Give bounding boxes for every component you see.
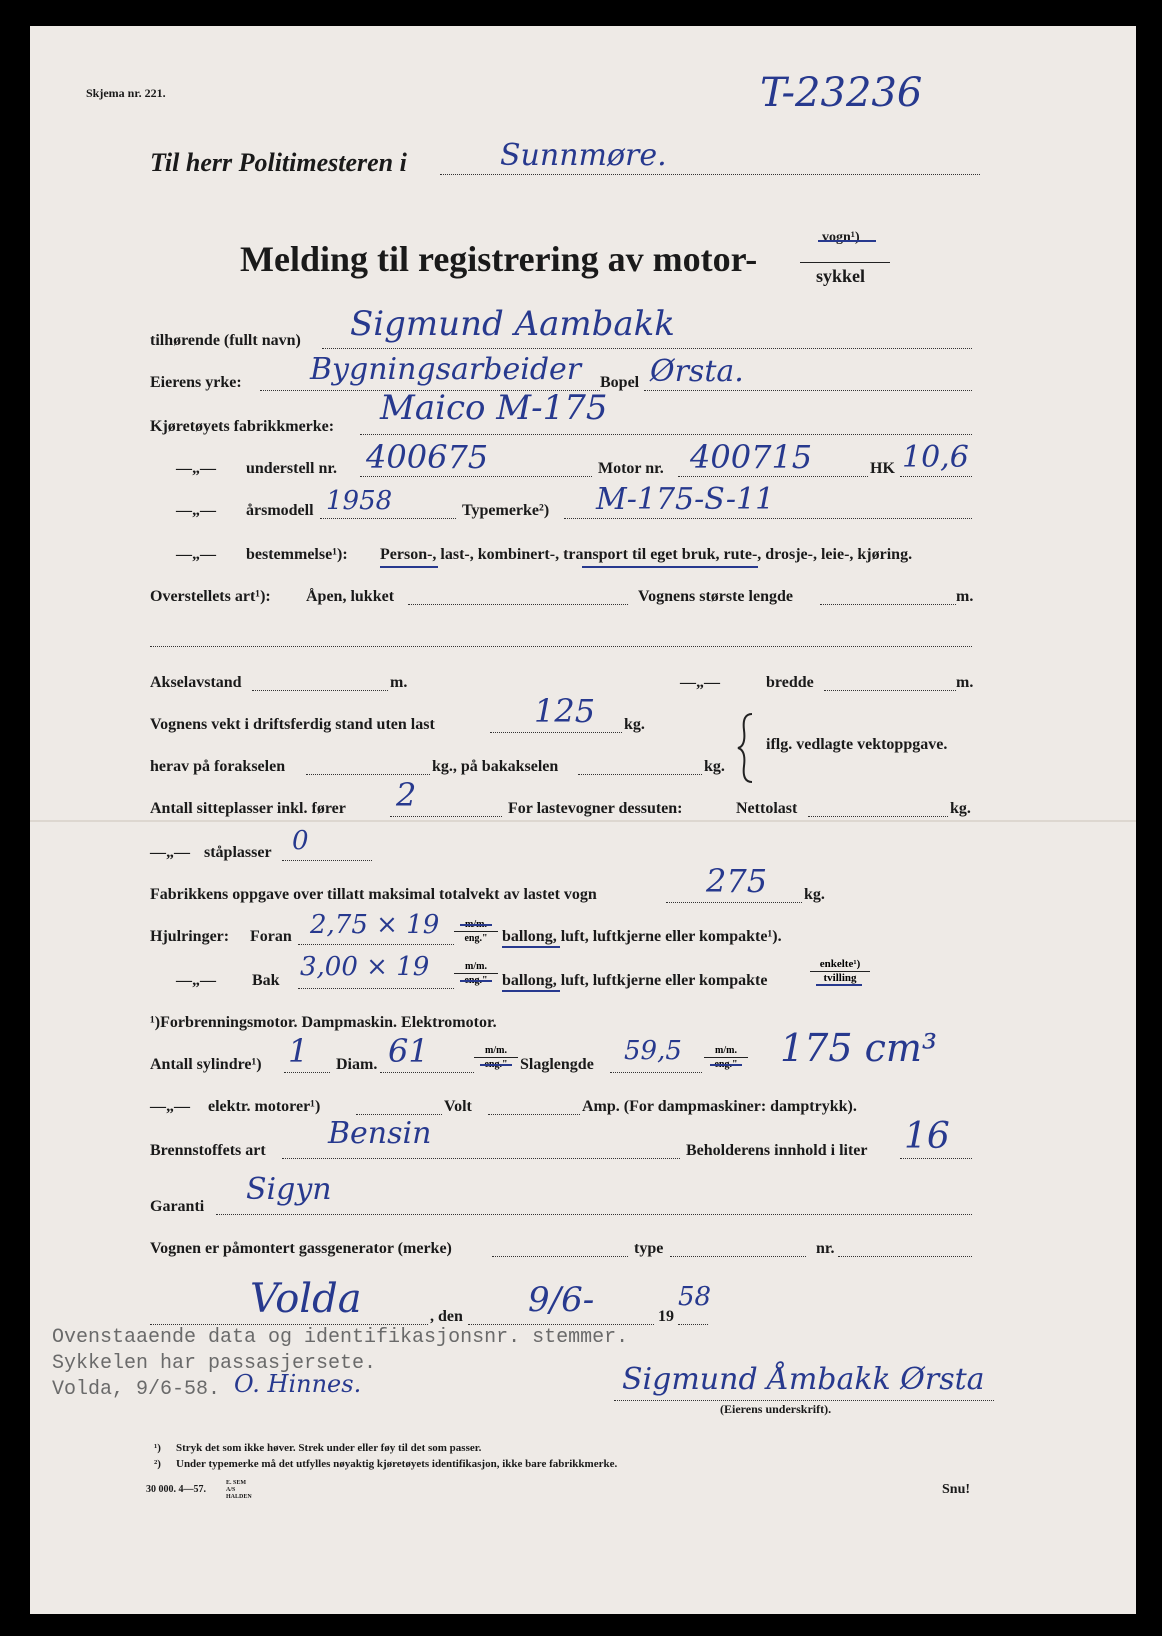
type-label: Typemerke²) (462, 502, 550, 519)
dash-marker: —„— (176, 460, 216, 477)
dash-marker: —„— (176, 972, 216, 989)
owner-value: Sigmund Aambakk (350, 304, 675, 344)
tire-types: ballong, luft, luftkjerne eller kompakte¹). (502, 928, 782, 945)
front-label: Foran (250, 928, 292, 945)
occupation-label: Eierens yrke: (150, 374, 242, 391)
net-load-label: Nettolast (736, 800, 798, 817)
diam-label: Diam. (336, 1056, 378, 1073)
seats-label: Antall sitteplasser inkl. fører (150, 800, 346, 817)
print-code: 30 000. 4—57. (146, 1484, 206, 1495)
unit-fraction: m/m. eng." (474, 1044, 518, 1071)
residence-label: Bopel (600, 374, 640, 391)
make-value: Maico M-175 (380, 388, 608, 428)
footnote-1: Stryk det som ikke høver. Strek under eller føy til det som passer. (176, 1442, 482, 1454)
dash-marker: —„— (150, 844, 190, 861)
signature-label: (Eierens underskrift). (720, 1402, 832, 1416)
fuel-value: Bensin (328, 1116, 432, 1151)
turn-over-label: Snu! (942, 1482, 971, 1497)
year-prefix: 19 (658, 1308, 674, 1325)
model-year-label: årsmodell (246, 502, 314, 519)
stamp-line-3: Volda, 9/6-58. (52, 1378, 221, 1401)
officer-signature: O. Hinnes. (234, 1370, 362, 1398)
brace-icon (736, 712, 760, 784)
purpose-options: Person-, last-, kombinert-, transport til eget bruk, rute-, drosje-, leie-, kjøring. (380, 546, 913, 563)
title-option-vogn: vogn¹) (822, 230, 860, 245)
unit-kg: kg. (704, 758, 725, 775)
volt-label: Volt (444, 1098, 472, 1115)
schema-number: Skjema nr. 221. (86, 86, 166, 100)
unit-fraction: m/m. eng." (704, 1044, 748, 1071)
footnote-1-mark: ¹) (154, 1442, 161, 1454)
unit-fraction: m/m. eng." (454, 960, 498, 987)
purpose-label: bestemmelse¹): (246, 546, 348, 563)
date-label: , den (430, 1308, 463, 1325)
gas-generator-label: Vognen er påmontert gassgenerator (merke) (150, 1240, 452, 1257)
unit-m: m. (390, 674, 408, 691)
guarantee-value: Sigyn (246, 1172, 332, 1207)
unit-kg: kg. (804, 886, 825, 903)
standing-label: ståplasser (204, 844, 272, 861)
type-label-2: type (634, 1240, 664, 1257)
max-weight-value: 275 (706, 862, 768, 900)
year-value: 58 (678, 1282, 712, 1312)
front-tire-value: 2,75 × 19 (310, 910, 440, 940)
footnote-2: Under typemerke må det utfylles nøyaktig kjøretøyets identifikasjon, ikke bare fabrikkmerke. (176, 1458, 618, 1470)
standing-value: 0 (292, 826, 309, 856)
rear-tire-value: 3,00 × 19 (300, 952, 430, 982)
amp-label: Amp. (For dampmaskiner: damptrykk). (582, 1098, 857, 1115)
residence-value: Ørsta. (650, 354, 744, 389)
chassis-label: understell nr. (246, 460, 337, 477)
model-year-value: 1958 (326, 486, 393, 516)
chassis-value: 400675 (366, 438, 489, 476)
guarantee-label: Garanti (150, 1198, 205, 1215)
unit-kg: kg. (950, 800, 971, 817)
dash-marker: —„— (176, 546, 216, 563)
tank-value: 16 (904, 1116, 950, 1157)
form-title: Melding til registrering av motor- (240, 239, 758, 279)
cargo-label: For lastevogner dessuten: (508, 800, 683, 817)
stroke-label: Slaglengde (520, 1056, 594, 1073)
body-type-label: Overstellets art¹): (150, 588, 271, 605)
footnote-2-mark: ²) (154, 1458, 161, 1470)
weight-note: iflg. vedlagte vektoppgave. (766, 736, 948, 753)
weight-value: 125 (534, 692, 596, 730)
cylinders-value: 1 (288, 1032, 309, 1070)
nr-label: nr. (816, 1240, 835, 1257)
title-option-sykkel: sykkel (816, 266, 866, 286)
weight-label: Vognens vekt i driftsferdig stand uten last (150, 716, 435, 733)
stroke-value: 59,5 (624, 1036, 682, 1066)
dash-marker: —„— (680, 674, 720, 691)
occupation-value: Bygningsarbeider (310, 352, 582, 387)
tires-label: Hjulringer: (150, 928, 230, 945)
engine-types: ¹)Forbrenningsmotor. Dampmaskin. Elektromotor. (150, 1014, 497, 1031)
rear-label: Bak (252, 972, 280, 989)
wheelbase-label: Akselavstand (150, 674, 242, 691)
type-value: M-175-S-11 (596, 482, 775, 517)
hk-label: HK (870, 460, 895, 477)
single-twin-fraction: enkelte¹) tvilling (810, 958, 870, 985)
tire-types-rear: ballong, luft, luftkjerne eller kompakte (502, 972, 768, 989)
form-sheet (30, 26, 1136, 1614)
width-label: bredde (766, 674, 814, 691)
max-length-label: Vognens største lengde (638, 588, 793, 605)
diam-value: 61 (388, 1032, 429, 1070)
rear-axle-label: kg., på bakakselen (432, 758, 559, 775)
owner-signature: Sigmund Åmbakk Ørsta (622, 1362, 985, 1397)
stamp-line-2: Sykkelen har passasjersete. (52, 1352, 377, 1375)
date-value: 9/6- (528, 1280, 595, 1320)
printer-name: E. SEM A/S HALDEN (226, 1480, 252, 1500)
stamp-line-1: Ovenstaaende data og identifikasjonsnr. stemmer. (52, 1326, 629, 1349)
fuel-label: Brennstoffets art (150, 1142, 266, 1159)
seats-value: 2 (396, 776, 417, 814)
unit-fraction: m/m. eng." (454, 918, 498, 945)
dash-marker: —„— (176, 502, 216, 519)
owner-label: tilhørende (fullt navn) (150, 332, 301, 349)
max-weight-label: Fabrikkens oppgave over tillatt maksimal totalvekt av lastet vogn (150, 886, 597, 903)
unit-kg: kg. (624, 716, 645, 733)
cylinders-label: Antall sylindre¹) (150, 1056, 262, 1073)
place-value: Volda (250, 1276, 362, 1322)
displacement-value: 175 cm³ (780, 1026, 938, 1070)
dash-marker: —„— (150, 1098, 190, 1115)
addressee-label: Til herr Politimesteren i (150, 148, 407, 177)
unit-m: m. (956, 588, 974, 605)
hk-value: 10,6 (902, 440, 969, 475)
make-label: Kjøretøyets fabrikkmerke: (150, 418, 335, 435)
reference-number: T-23236 (760, 70, 923, 116)
body-type-options: Åpen, lukket (306, 588, 395, 605)
front-axle-label: herav på forakselen (150, 758, 286, 775)
unit-m: m. (956, 674, 974, 691)
fold-line (30, 820, 1136, 822)
motor-value: 400715 (690, 438, 813, 476)
tank-label: Beholderens innhold i liter (686, 1142, 868, 1159)
addressee-value: Sunnmøre. (500, 138, 667, 173)
electric-label: elektr. motorer¹) (208, 1098, 321, 1115)
motor-label: Motor nr. (598, 460, 664, 477)
